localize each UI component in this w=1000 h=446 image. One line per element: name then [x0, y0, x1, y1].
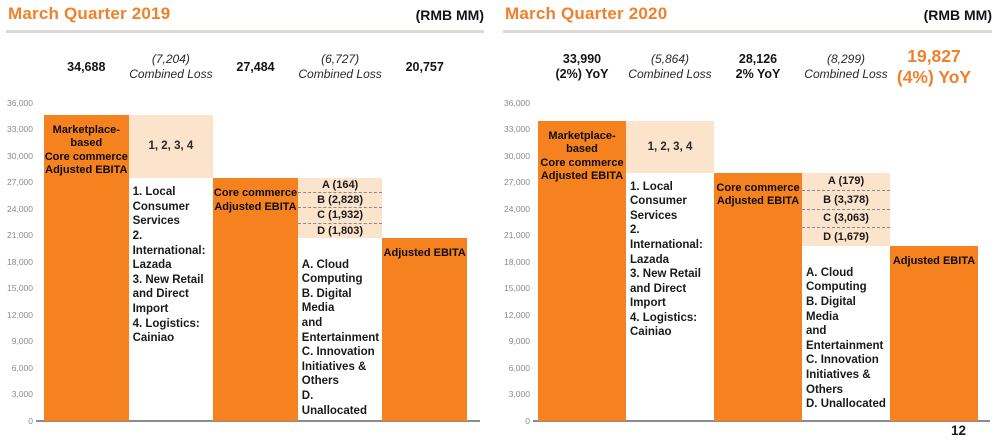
loss-segment-label: C (1,932)	[317, 209, 364, 222]
loss-segment-label: D (1,803)	[317, 224, 364, 237]
note-line: Import	[132, 302, 169, 315]
y-axis-tick-label: 15,000	[7, 283, 33, 293]
note-line: Cainiao	[630, 326, 672, 339]
value-label-line: 34,688	[67, 59, 106, 74]
note-line: Services	[132, 215, 180, 228]
loss-segment-label: A (179)	[827, 175, 865, 188]
note-line: Others	[806, 383, 844, 396]
y-axis-tick-label: 6,000	[11, 362, 33, 373]
note-line: Cainiao	[132, 332, 175, 345]
bar-label-line: Adjusted EBITA	[214, 200, 297, 213]
bar-label-line: Adjusted EBITA	[892, 254, 976, 267]
y-axis-tick-label: 33,000	[504, 124, 530, 134]
y-axis-tick-label: 30,000	[7, 150, 33, 161]
note-line: C. Innovation	[806, 354, 879, 367]
y-axis-tick-label: 36,000	[504, 97, 530, 108]
bar-label-line: Core commerce	[540, 156, 624, 169]
y-axis-tick-label: 3,000	[11, 389, 33, 399]
note-line: C. Innovation	[301, 346, 375, 359]
y-axis-tick-label: 12,000	[7, 309, 33, 320]
bar-label-line: based	[70, 137, 103, 150]
note-line: Entertainment	[301, 331, 380, 344]
y-axis-tick-label: 24,000	[7, 203, 33, 214]
note-line: B. Digital Media	[806, 296, 856, 323]
note-line: A. Cloud	[301, 258, 350, 271]
value-label-line: Combined Loss	[298, 67, 382, 81]
y-axis-tick-label: 30,000	[504, 150, 530, 161]
value-label-line: 27,484	[236, 59, 275, 74]
value-label-line: (6,727)	[321, 52, 360, 66]
loss-segment	[802, 173, 890, 192]
note-line: Initiatives &	[806, 369, 871, 382]
loss-segment-label: D (1,679)	[823, 231, 869, 244]
bar-column	[714, 173, 802, 421]
panel-title: March Quarter 2019	[8, 4, 171, 23]
y-axis-tick-label: 18,000	[7, 256, 33, 267]
bar-column	[890, 246, 978, 421]
loss-segment	[298, 178, 383, 193]
y-axis-tick-label: 3,000	[508, 389, 530, 399]
note-line: Import	[630, 297, 666, 310]
note-line: Consumer	[630, 195, 687, 208]
loss-block-label: 1, 2, 3, 4	[148, 140, 194, 153]
value-label-line: (8,299)	[826, 52, 866, 66]
y-axis-tick-label: 12,000	[504, 309, 530, 320]
note-line: and Direct	[132, 288, 189, 301]
note-line: Lazada	[132, 259, 172, 272]
bar-label-line: Adjusted EBITA	[45, 164, 128, 177]
note-line: 2. International:	[132, 230, 206, 257]
loss-segment-label: C (3,063)	[823, 212, 869, 225]
note-line: 3. New Retail	[132, 273, 204, 286]
note-line: A. Cloud	[806, 266, 854, 279]
loss-segment-label: A (164)	[321, 179, 359, 192]
note-line: Others	[301, 375, 339, 388]
y-axis-tick-label: 33,000	[7, 124, 33, 134]
loss-block	[626, 121, 714, 173]
loss-block	[298, 178, 383, 237]
note-line: Entertainment	[806, 339, 884, 352]
y-axis-tick-label: 0	[28, 415, 33, 426]
value-label-line: (5,864)	[650, 52, 690, 66]
loss-segment	[298, 193, 383, 208]
bar-column	[382, 238, 467, 421]
bar-column	[44, 115, 129, 421]
note-line: D. Unallocated	[806, 398, 886, 411]
note-line: 1. Local	[630, 180, 673, 193]
bar-label-line: Adjusted EBITA	[540, 170, 624, 183]
note-line: D. Unallocated	[301, 389, 367, 417]
y-axis-tick-label: 21,000	[504, 230, 530, 240]
y-axis-tick-label: 9,000	[508, 336, 530, 346]
loss-block	[802, 173, 890, 246]
unit-label: (RMB MM)	[923, 7, 992, 23]
y-axis-tick-label: 27,000	[504, 177, 530, 187]
y-axis-tick-label: 6,000	[508, 362, 530, 373]
y-axis-tick-label: 36,000	[7, 97, 33, 108]
column-value-label	[872, 44, 996, 90]
note-line: and	[301, 317, 323, 330]
note-line: Initiatives &	[301, 360, 367, 373]
y-axis-tick-label: 9,000	[11, 336, 33, 346]
value-label-line: Combined Loss	[129, 67, 213, 81]
loss-notes	[630, 180, 712, 341]
value-label-line: (7,204)	[151, 52, 190, 66]
chart-panel-march-2020	[497, 0, 1000, 446]
bar-label-line: Core commerce	[716, 181, 800, 194]
note-line: Consumer	[132, 200, 190, 213]
loss-notes	[133, 185, 212, 346]
value-label-line: (4%) YoY	[896, 67, 972, 87]
bar-inner-label	[714, 173, 802, 209]
note-line: 4. Logistics:	[132, 317, 200, 330]
note-line: and Direct	[630, 282, 687, 295]
bar-column	[538, 121, 626, 421]
note-line: 3. New Retail	[630, 268, 701, 281]
loss-segment	[298, 208, 383, 223]
page-number: 12	[951, 423, 967, 438]
plot-area	[497, 0, 1000, 446]
bar-label-line: Adjusted EBITA	[716, 195, 800, 208]
loss-segment	[802, 210, 890, 229]
y-axis-tick-label: 27,000	[7, 177, 33, 187]
note-line: B. Digital Media	[301, 287, 352, 315]
value-label-line: Combined Loss	[804, 67, 888, 81]
note-line: Computing	[806, 281, 867, 294]
loss-segment	[802, 228, 890, 246]
chart-panel-march-2019	[0, 0, 492, 446]
bar-label-line: Core commerce	[44, 150, 128, 163]
y-axis-tick-label: 24,000	[504, 203, 530, 214]
bar-inner-label	[538, 121, 626, 184]
bar-column	[213, 178, 298, 421]
y-axis-tick-label: 18,000	[504, 256, 530, 267]
loss-notes	[302, 258, 381, 419]
bar-label-line: Adjusted EBITA	[383, 246, 466, 259]
bar-inner-label	[382, 238, 467, 261]
bar-inner-label	[213, 178, 298, 214]
note-line: 2. International:	[630, 224, 703, 251]
loss-segment-label: B (2,828)	[317, 194, 364, 207]
bar-label-line: Marketplace-	[52, 123, 120, 136]
column-value-label	[363, 44, 487, 90]
bar-inner-label	[890, 246, 978, 269]
plot-area	[0, 0, 492, 446]
loss-block	[129, 115, 214, 179]
note-line: Services	[630, 209, 678, 222]
unit-label: (RMB MM)	[415, 7, 484, 23]
note-line: Computing	[301, 273, 363, 286]
note-line: and	[806, 325, 827, 338]
loss-notes	[806, 266, 888, 412]
y-axis-tick-label: 21,000	[7, 230, 33, 240]
loss-block-label: 1, 2, 3, 4	[647, 140, 693, 153]
bar-label-line: Marketplace-	[548, 129, 616, 142]
bar-label-line: based	[566, 143, 598, 156]
value-label-line: Combined Loss	[628, 67, 712, 81]
value-label-line: 28,126	[738, 52, 778, 66]
panel-title: March Quarter 2020	[505, 4, 668, 23]
value-label-line: (2%) YoY	[555, 67, 609, 81]
loss-segment	[298, 224, 383, 238]
note-line: 1. Local	[132, 186, 176, 199]
y-axis-tick-label: 15,000	[504, 283, 530, 293]
loss-segment-label: B (3,378)	[823, 193, 869, 206]
bar-inner-label	[44, 115, 129, 178]
value-label-line: 33,990	[562, 52, 602, 66]
note-line: Lazada	[630, 253, 669, 266]
value-label-line: 19,827	[907, 46, 961, 66]
y-axis-tick-label: 0	[525, 415, 530, 426]
note-line: 4. Logistics:	[630, 311, 698, 324]
loss-segment	[802, 191, 890, 210]
value-label-line: 20,757	[405, 59, 444, 74]
value-label-line: 2% YoY	[735, 67, 781, 81]
bar-label-line: Core commerce	[213, 187, 298, 200]
